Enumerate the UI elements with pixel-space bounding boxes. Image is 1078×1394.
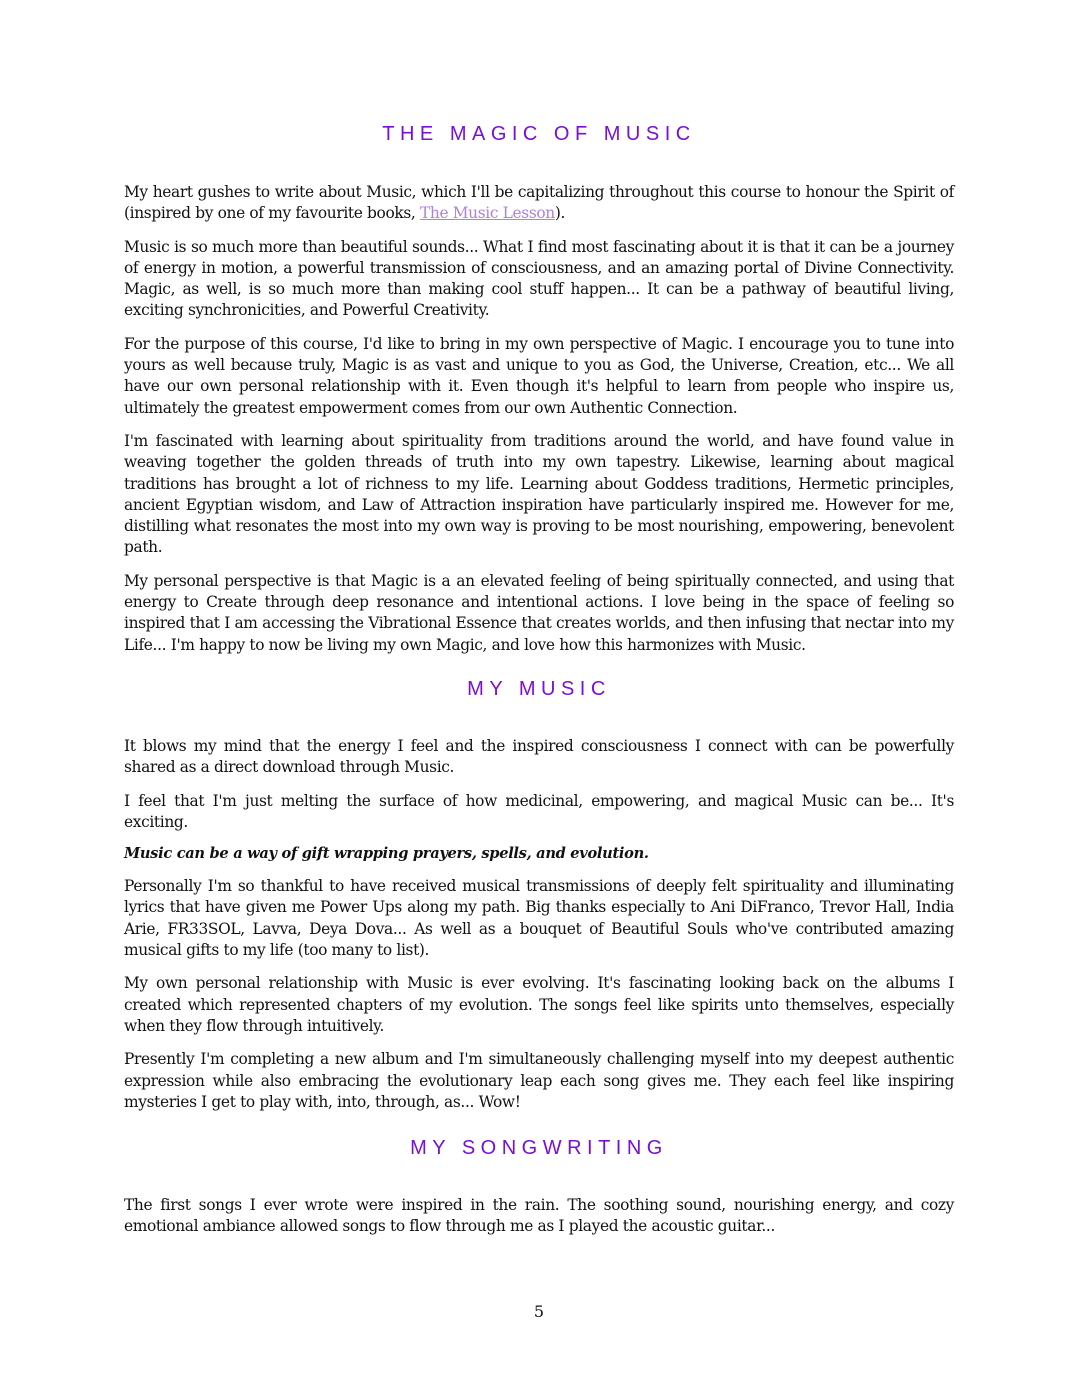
paragraph	[124, 182, 954, 225]
paragraph: Presently I'm completing a new album and I'm simultaneously challenging myself into my deepest authentic expression while also embracing the evolutionary leap each song gives me. They each feel like inspiring mysteries I get to play with, into, through, as... Wow!	[124, 1050, 954, 1111]
section-heading-magic-of-music: THE MAGIC OF MUSIC	[382, 123, 696, 145]
page-number: 5	[533, 1302, 545, 1321]
paragraph: Personally I'm so thankful to have received musical transmissions of deeply felt spirituality and illuminating lyrics that have given me Power Ups along my path. Big thanks especially to Ani DiFranco, Trevor Hall, India Arie, FR33SOL, Lavva, Deya Dova... As well as a bouquet of Beautiful Souls who've contributed amazing musical gifts to my life (too many to list).	[124, 877, 954, 960]
paragraph: My own personal relationship with Music is ever evolving. It's fascinating looking back on the albums I created which represented chapters of my evolution. The songs feel like spirits unto themselves, especially when they flow through intuitively.	[124, 974, 954, 1035]
section-body-my-songwriting	[124, 1195, 954, 1238]
paragraph-text: My heart gushes to write about Music, which I'll be capitalizing throughout this course to honour the Spirit of (inspired by one of my favourite books,	[124, 183, 954, 223]
paragraph: I'm fascinated with learning about spirituality from traditions around the world, and have found value in weaving together the golden threads of truth into my own tapestry. Likewise, learning about magical traditions has brought a lot of richness to my life. Learning about Goddess traditions, Hermetic principles, ancient Egyptian wisdom, and Law of Attraction inspiration have particularly inspired me. However for me, distilling what resonates the most into my own way is proving to be most nourishing, empowering, benevolent path.	[124, 431, 954, 557]
paragraph: Music is so much more than beautiful sounds... What I find most fascinating about it is that it can be a journey of energy in motion, a powerful transmission of consciousness, and an amazing portal of Divine Connectivity. Magic, as well, is so much more than making cool stuff happen... It can be a pathway of beautiful living, exciting synchronicities, and Powerful Creativity.	[124, 237, 954, 320]
paragraph: It blows my mind that the energy I feel and the inspired consciousness I connect with can be powerfully shared as a direct download through Music.	[124, 737, 954, 777]
paragraph: I feel that I'm just melting the surface of how medicinal, empowering, and magical Music can be... It's exciting.	[124, 791, 954, 831]
paragraph: My personal perspective is that Magic is a an elevated feeling of being spiritually connected, and using that energy to Create through deep resonance and intentional actions. I love being in the space of feeling so inspired that I am accessing the Vibrational Essence that creates worlds, and then infusing that nectar into my Life... I'm happy to now be living my own Magic, and love how this harmonizes with Music.	[124, 571, 954, 654]
paragraph: The first songs I ever wrote were inspired in the rain. The soothing sound, nourishing energy, and cozy emotional ambiance allowed songs to flow through me as I played the acoustic guitar...	[124, 1196, 954, 1236]
section-body-magic-of-music	[124, 182, 954, 656]
section-heading-my-music: MY MUSIC	[467, 678, 611, 700]
emphasized-quote: Music can be a way of gift wrapping prayers, spells, and evolution.	[124, 845, 649, 863]
paragraph-text: ).	[554, 204, 566, 223]
paragraph: For the purpose of this course, I'd like to bring in my own perspective of Magic. I encourage you to tune into yours as well because truly, Magic is as vast and unique to you as God, the Universe, Creation, etc... We all have our own personal relationship with it. Even though it's helpful to learn from people who inspire us, ultimately the greatest empowerment comes from our own Authentic Connection.	[124, 334, 954, 417]
section-heading-my-songwriting: MY SONGWRITING	[410, 1137, 668, 1159]
music-lesson-link[interactable]: The Music Lesson	[419, 204, 555, 223]
section-body-my-music	[124, 736, 954, 1113]
